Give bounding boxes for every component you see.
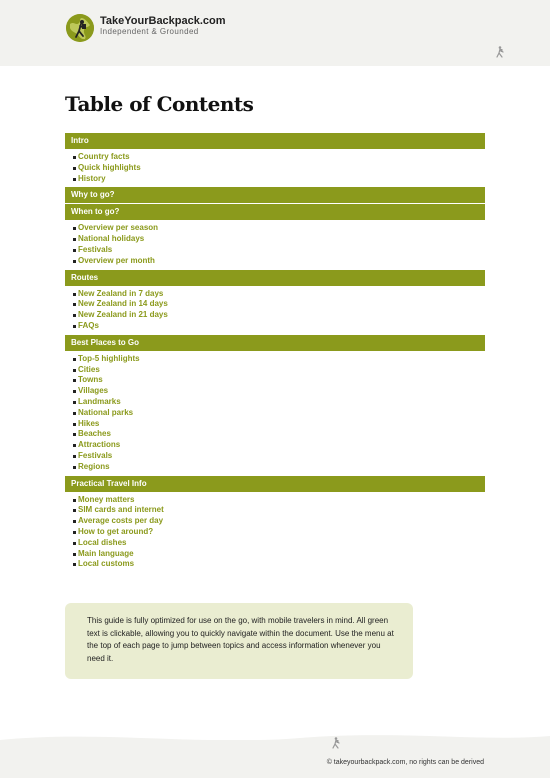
toc-link[interactable]: Festivals (73, 451, 485, 462)
toc-link[interactable]: Quick highlights (73, 163, 485, 174)
header-wave (0, 44, 550, 74)
toc-link[interactable]: National holidays (73, 234, 485, 245)
toc-item-list (65, 221, 485, 269)
toc-section-header[interactable]: Routes (65, 270, 485, 286)
toc-link[interactable]: New Zealand in 21 days (73, 310, 485, 321)
toc-link[interactable]: SIM cards and internet (73, 505, 485, 516)
toc-section-header[interactable]: Why to go? (65, 187, 485, 203)
toc-link[interactable]: Festivals (73, 245, 485, 256)
toc-section-header[interactable]: Best Places to Go (65, 335, 485, 351)
toc-link[interactable]: Regions (73, 462, 485, 473)
toc-section-header[interactable]: Intro (65, 133, 485, 149)
toc-link[interactable]: Main language (73, 549, 485, 560)
info-text: This guide is fully optimized for use on the go, with mobile travelers in mind. All green text is clickable, allowing you to quickly navigate within the document. Use the menu at the top of each page to jump between topics and access information whenever you need it. (87, 616, 394, 663)
toc-link[interactable]: Local customs (73, 559, 485, 570)
toc-section-header[interactable]: Practical Travel Info (65, 476, 485, 492)
toc-link[interactable]: Top-5 highlights (73, 354, 485, 365)
toc-link[interactable]: Landmarks (73, 397, 485, 408)
logo-globe-icon[interactable] (66, 14, 94, 42)
hiker-icon (331, 737, 341, 749)
toc-link[interactable]: Beaches (73, 429, 485, 440)
page-title: Table of Contents (65, 92, 254, 116)
toc-link[interactable]: Overview per month (73, 256, 485, 267)
toc-link[interactable]: Hikes (73, 419, 485, 430)
hiker-icon (495, 46, 505, 58)
info-box (65, 603, 413, 679)
toc-link[interactable]: Towns (73, 375, 485, 386)
toc-link[interactable]: Villages (73, 386, 485, 397)
brand-tagline: Independent & Grounded (100, 27, 199, 36)
toc-link[interactable]: History (73, 174, 485, 185)
toc-link[interactable]: National parks (73, 408, 485, 419)
footer-copyright: © takeyourbackpack.com, no rights can be derived (326, 759, 484, 766)
toc-section-header[interactable]: When to go? (65, 204, 485, 220)
toc-link[interactable]: FAQs (73, 321, 485, 332)
table-of-contents (65, 133, 485, 573)
toc-item-list (65, 352, 485, 476)
toc-item-list (65, 287, 485, 335)
toc-link[interactable]: Overview per season (73, 223, 485, 234)
toc-link[interactable]: New Zealand in 14 days (73, 299, 485, 310)
toc-link[interactable]: Average costs per day (73, 516, 485, 527)
toc-link[interactable]: Attractions (73, 440, 485, 451)
toc-item-list (65, 150, 485, 187)
toc-link[interactable]: Local dishes (73, 538, 485, 549)
toc-link[interactable]: New Zealand in 7 days (73, 289, 485, 300)
toc-link[interactable]: How to get around? (73, 527, 485, 538)
toc-link[interactable]: Country facts (73, 152, 485, 163)
toc-link[interactable]: Cities (73, 365, 485, 376)
toc-link[interactable]: Money matters (73, 495, 485, 506)
toc-item-list (65, 493, 485, 574)
brand-name[interactable]: TakeYourBackpack.com (100, 15, 226, 27)
